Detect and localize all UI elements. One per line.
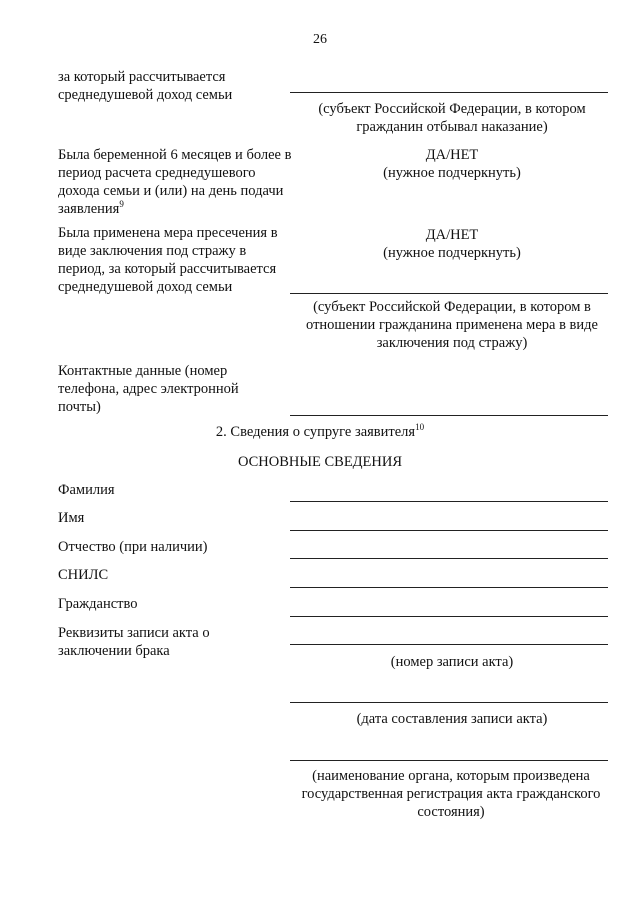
pregnancy-choice[interactable]: ДА/НЕТ (425, 147, 479, 163)
authority-line[interactable] (290, 760, 608, 761)
income-period-label: за который рассчитывается среднедушевой доход семьи (58, 69, 233, 103)
patronymic-label: Отчество (при наличии) (58, 539, 208, 555)
record-date-line[interactable] (290, 702, 608, 703)
custody-region-line[interactable] (290, 293, 608, 294)
record-number-line[interactable] (290, 644, 608, 645)
region-sentence-caption: (субъект Российской Федерации, в котором гражданин отбывал наказание) (318, 101, 586, 135)
section-2-title: 2. Сведения о супруге заявителя$^{10}$ (215, 422, 425, 440)
citizenship-label: Гражданство (58, 596, 138, 612)
page-number: 26 (313, 32, 327, 47)
surname-line[interactable] (290, 501, 608, 502)
contacts-line[interactable] (290, 415, 608, 416)
record-date-caption: (дата составления записи акта) (356, 711, 548, 727)
name-label: Имя (58, 510, 85, 526)
patronymic-line[interactable] (290, 558, 608, 559)
snils-label: СНИЛС (58, 567, 109, 583)
pregnancy-hint: (нужное подчеркнуть) (383, 165, 521, 181)
name-line[interactable] (290, 530, 608, 531)
record-number-caption: (номер записи акта) (390, 654, 514, 670)
section-2-subtitle: ОСНОВНЫЕ СВЕДЕНИЯ (237, 454, 403, 470)
custody-region-caption: (субъект Российской Федерации, в котором в отношении гражданина применена мера в виде заключения под стражу) (306, 299, 598, 351)
footnote-9: 9 (119, 199, 124, 210)
contacts-label: Контактные данные (номер телефона, адрес электронной почты) (58, 363, 239, 415)
marriage-record-label: Реквизиты записи акта о заключении брака (58, 625, 210, 659)
snils-line[interactable] (290, 587, 608, 588)
pregnancy-label: Была беременной 6 месяцев и более в период расчета среднедушевого дохода семьи и (или) на день подачи заявления$^9$ (58, 147, 292, 217)
surname-label: Фамилия (58, 482, 115, 498)
citizenship-line[interactable] (290, 616, 608, 617)
footnote-10: 10 (415, 422, 425, 433)
authority-caption: (наименование органа, которым произведена государственная регистрация акта гражданского состояния) (301, 768, 601, 820)
custody-label: Была применена мера пресечения в виде заключения под стражу в период, за который рассчитывается среднедушевой доход семьи (58, 225, 278, 295)
region-sentence-line[interactable] (290, 92, 608, 93)
custody-hint: (нужное подчеркнуть) (383, 245, 521, 261)
custody-choice[interactable]: ДА/НЕТ (425, 227, 479, 243)
